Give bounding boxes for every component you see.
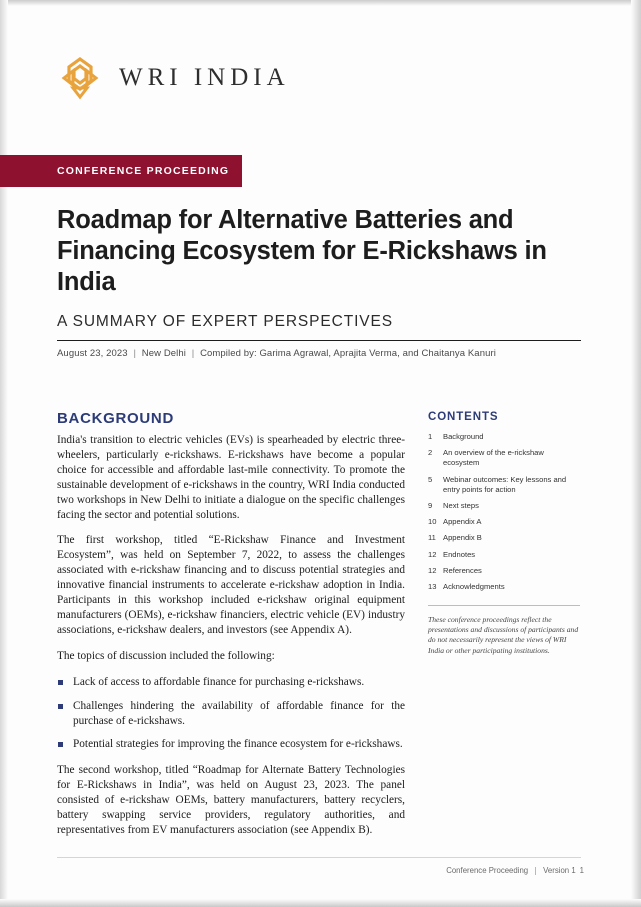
toc-page-number: 12 [428,565,437,575]
toc-entry[interactable] [428,475,580,495]
byline-location: New Delhi [141,348,186,359]
page-title: Roadmap for Alternative Batteries and Financing Ecosystem for E-Rickshaws in India [57,206,547,296]
page-edge-right [631,0,641,907]
footer-separator [535,867,536,875]
toc-entry-label: Background [443,432,484,441]
page-subtitle: A SUMMARY OF EXPERT PERSPECTIVES [57,313,394,330]
banner-label: CONFERENCE PROCEEDING [57,165,230,177]
bullet-square-icon [58,742,63,747]
bullet-square-icon [58,704,63,709]
byline-date: August 23, 2023 [57,348,128,359]
byline-separator-2: | [191,348,195,359]
contents-divider [428,605,580,606]
toc-entry-label: Webinar outcomes: Key lessons and entry points for action [443,474,567,494]
toc-entry[interactable] [428,517,580,527]
logo [57,55,290,101]
byline [57,348,581,359]
toc-entry[interactable] [428,566,580,576]
page-edge-left [0,0,8,907]
toc-page-number: 5 [428,474,433,484]
list-item [57,699,405,729]
list-item-text: Lack of access to affordable finance for purchasing e-rickshaws. [73,675,365,688]
footer-version: Version 1 [543,866,576,875]
byline-divider [57,340,581,341]
bullet-square-icon [58,680,63,685]
background-heading: BACKGROUND [57,410,174,427]
footer-page-number: 1 [579,866,584,875]
list-item-text: Challenges hindering the availability of affordable finance for the purchase of e-rickshaws. [73,699,405,727]
footer [446,866,584,875]
toc-entry-label: An overview of the e-rickshaw ecosystem [443,448,544,468]
toc-entry-label: Next steps [443,501,479,511]
background-paragraph: The topics of discussion included the following: [57,649,275,662]
toc-entry[interactable] [428,448,580,468]
page-edge-top [0,0,641,6]
toc-entry[interactable] [428,582,580,592]
toc-page-number: 9 [428,501,433,511]
page-edge-bottom [0,899,641,907]
toc-page-number: 2 [428,448,433,458]
toc-page-number: 13 [428,582,437,592]
toc-entry-label: Appendix A [443,517,482,527]
list-item [57,737,405,752]
conference-proceeding-banner [0,155,242,187]
toc-entry-label: Appendix B [443,533,482,543]
toc-entry-label: References [443,565,482,575]
background-paragraph: The second workshop, titled “Roadmap for Alternate Battery Technologies for E-Rickshaws in India”, was held on August 23, 2023. The panel consisted of e-rickshaw OEMs, battery manufacturers, battery recyclers, battery swapping service providers, regulatory authorities, and representatives from EV manufacturers association (see Appendix B). [57,764,405,836]
toc-entry[interactable] [428,533,580,543]
toc-page-number: 1 [428,432,433,441]
toc-page-number: 12 [428,549,437,559]
list-item [57,675,405,690]
table-of-contents [428,432,580,598]
footer-doc-type: Conference Proceeding [446,866,529,875]
contents-heading: CONTENTS [428,411,499,423]
byline-compiled-by: Compiled by: Garima Agrawal, Aprajita Verma, and Chaitanya Kanuri [200,348,496,359]
toc-entry[interactable] [428,501,580,511]
background-paragraph: The first workshop, titled “E-Rickshaw Finance and Investment Ecosystem”, was held on September 7, 2022, to assess the challenges associated with e-rickshaw financing and to discuss potential strategies and innovative financial instruments to accelerate e-rickshaw adoption in India. Participants in this workshop included e-rickshaw original equipment manufacturers (OEMs), e-rickshaw financiers, electric vehicle (EV) industry associations, e-rickshaw dealers, and investors (see Appendix A). [57,534,405,636]
wri-india-logo-mark-icon [57,55,103,101]
byline-separator-1: | [133,348,137,359]
toc-page-number: 10 [428,517,437,527]
footer-divider [57,857,581,858]
background-paragraph: India's transition to electric vehicles (EVs) is spearheaded by electric three-wheelers, particularly e-rickshaws. E-rickshaws have become a popular choice for accessible and affordable last-mile connectivity. To promote the sustainable development of e-rickshaws in the country, WRI India conducted two workshops in New Delhi to initiate a dialogue on the specific challenges facing the sector and potential solutions. [57,434,405,521]
toc-entry[interactable] [428,550,580,560]
background-bullet-list [57,675,405,753]
logo-wordmark: WRI INDIA [119,64,290,91]
list-item-text: Potential strategies for improving the finance ecosystem for e-rickshaws. [73,738,403,751]
toc-entry-label: Acknowledgments [443,582,505,592]
toc-page-number: 11 [428,533,436,543]
toc-entry-label: Endnotes [443,549,476,559]
toc-entry[interactable] [428,432,580,442]
background-body [57,433,405,849]
contents-disclaimer: These conference proceedings reflect the presentations and discussions of participants and do not necessarily represent the views of WRI India or other participating institutions. [428,615,579,655]
